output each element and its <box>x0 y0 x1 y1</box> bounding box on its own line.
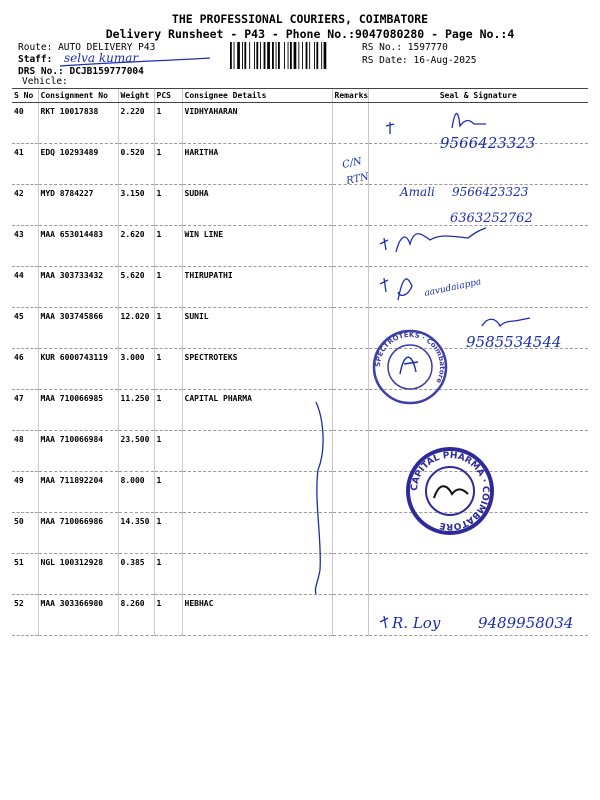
signature-cell <box>368 185 588 226</box>
route-line <box>18 42 155 53</box>
pcs-cell: 1 <box>154 267 182 308</box>
vehicle-label: Vehicle: <box>22 76 68 87</box>
signature-cell <box>368 103 588 144</box>
signature-42-phone: 9566423323 <box>452 185 529 199</box>
sno-cell: 44 <box>12 267 38 308</box>
weight-cell: 0.385 <box>118 554 154 595</box>
pcs-cell: 1 <box>154 144 182 185</box>
consignment-no-cell: KUR 6000743119 <box>38 349 118 390</box>
weight-cell: 11.250 <box>118 390 154 431</box>
signature-cell <box>368 431 588 472</box>
consignment-no-cell: MAA 303733432 <box>38 267 118 308</box>
signature-42-name: Amali <box>400 185 435 199</box>
runsheet-subtitle: Delivery Runsheet - P43 - Phone No.:9047080280 - Page No.:4 <box>105 27 515 41</box>
route-label: Route: <box>18 42 53 53</box>
pcs-cell: 1 <box>154 390 182 431</box>
vehicle-line <box>22 76 68 87</box>
consignment-no-cell: EDQ 10293489 <box>38 144 118 185</box>
pcs-cell: 1 <box>154 472 182 513</box>
consignment-no-cell: MAA 653014483 <box>38 226 118 267</box>
consignee-cell: THIRUPATHI <box>182 267 332 308</box>
signature-cell <box>368 390 588 431</box>
runsheet-table <box>12 88 588 636</box>
pcs-cell: 1 <box>154 431 182 472</box>
consignee-cell: HEBHAC <box>182 595 332 636</box>
signature-cell <box>368 595 588 636</box>
table-row <box>12 554 588 595</box>
consignment-no-cell: RKT 10017838 <box>38 103 118 144</box>
sno-cell: 40 <box>12 103 38 144</box>
barcode <box>230 42 355 69</box>
pcs-cell: 1 <box>154 513 182 554</box>
table-row <box>12 349 588 390</box>
weight-cell: 2.220 <box>118 103 154 144</box>
staff-line <box>18 54 52 65</box>
signature-cell <box>368 144 588 185</box>
consignment-no-cell: MAA 710066986 <box>38 513 118 554</box>
pcs-cell: 1 <box>154 185 182 226</box>
signature-52-name: R. Loy <box>392 614 441 632</box>
weight-cell: 2.620 <box>118 226 154 267</box>
consignment-no-cell: MAA 711892204 <box>38 472 118 513</box>
remarks-cell <box>332 390 368 431</box>
signature-52-phone: 9489958034 <box>478 614 574 632</box>
consignee-cell: HARITHA <box>182 144 332 185</box>
consignment-no-cell: MYD 8784227 <box>38 185 118 226</box>
col-header-consignee: Consignee Details <box>182 89 332 103</box>
remarks-cell <box>332 308 368 349</box>
consignee-cell: SUNIL <box>182 308 332 349</box>
signature-cell <box>368 226 588 267</box>
remarks-cell <box>332 513 368 554</box>
signature-cell <box>368 308 588 349</box>
remarks-cell <box>332 226 368 267</box>
remarks-cell <box>332 431 368 472</box>
signature-45-phone: 9585534544 <box>466 333 562 351</box>
consignee-cell: VIDHYAHARAN <box>182 103 332 144</box>
weight-cell: 3.150 <box>118 185 154 226</box>
weight-cell: 5.620 <box>118 267 154 308</box>
col-header-consignment: Consignment No <box>38 89 118 103</box>
weight-cell: 3.000 <box>118 349 154 390</box>
stamp-capital-pharma-text: CAPITAL PHARMA · COIMBATORE <box>409 450 491 532</box>
remarks-cell <box>332 267 368 308</box>
col-header-sno: S No <box>12 89 38 103</box>
pcs-cell: 1 <box>154 308 182 349</box>
rs-no-value: 1597770 <box>407 42 448 53</box>
table-row <box>12 472 588 513</box>
signature-40-phone: 9566423323 <box>440 134 536 152</box>
sno-cell: 49 <box>12 472 38 513</box>
remarks-cell <box>332 185 368 226</box>
consignee-cell <box>182 472 332 513</box>
remarks-cell <box>332 554 368 595</box>
signature-cell <box>368 513 588 554</box>
sno-cell: 46 <box>12 349 38 390</box>
consignee-cell <box>182 513 332 554</box>
table-row <box>12 390 588 431</box>
route-value: AUTO DELIVERY P43 <box>58 42 156 53</box>
table-row <box>12 103 588 144</box>
sno-cell: 52 <box>12 595 38 636</box>
drs-label: DRS No.: <box>18 66 64 77</box>
consignee-cell: SPECTROTEKS <box>182 349 332 390</box>
weight-cell: 0.520 <box>118 144 154 185</box>
stamp-spectroteks-text: SPECTROTEKS · Coimbatore <box>373 330 447 385</box>
table-row <box>12 513 588 554</box>
col-header-signature: Seal & Signature <box>368 89 588 103</box>
sno-cell: 47 <box>12 390 38 431</box>
consignee-cell <box>182 554 332 595</box>
remark-cn: C/N <box>341 156 363 171</box>
signature-44-text: aavudaiappa <box>423 277 483 299</box>
pcs-cell: 1 <box>154 226 182 267</box>
sno-cell: 50 <box>12 513 38 554</box>
table-row <box>12 226 588 267</box>
sno-cell: 41 <box>12 144 38 185</box>
rs-no-label: RS No.: <box>362 42 403 53</box>
consignee-cell: WIN LINE <box>182 226 332 267</box>
sno-cell: 51 <box>12 554 38 595</box>
consignment-no-cell: MAA 710066985 <box>38 390 118 431</box>
remark-rtn: RTN <box>345 171 370 187</box>
table-row <box>12 185 588 226</box>
signature-cell <box>368 267 588 308</box>
rs-date-line <box>362 55 476 66</box>
drs-value: DCJB159777004 <box>69 66 144 77</box>
weight-cell: 12.020 <box>118 308 154 349</box>
signature-42-phone2: 6363252762 <box>450 211 533 226</box>
consignee-cell <box>182 431 332 472</box>
pcs-cell: 1 <box>154 349 182 390</box>
remarks-cell <box>332 595 368 636</box>
staff-underline-stroke <box>60 58 210 66</box>
rs-date-label: RS Date: <box>362 55 408 66</box>
signature-cell <box>368 554 588 595</box>
weight-cell: 8.260 <box>118 595 154 636</box>
consignment-no-cell: NGL 100312928 <box>38 554 118 595</box>
pcs-cell: 1 <box>154 554 182 595</box>
rs-date-value: 16-Aug-2025 <box>413 55 477 66</box>
remarks-cell <box>332 103 368 144</box>
pcs-cell: 1 <box>154 595 182 636</box>
consignment-no-cell: MAA 303745866 <box>38 308 118 349</box>
table-row <box>12 595 588 636</box>
weight-cell: 8.000 <box>118 472 154 513</box>
remarks-cell <box>332 349 368 390</box>
remarks-cell <box>332 472 368 513</box>
table-row <box>12 431 588 472</box>
rs-no-line <box>362 42 448 53</box>
consignment-no-cell: MAA 710066984 <box>38 431 118 472</box>
sno-cell: 43 <box>12 226 38 267</box>
table-row <box>12 308 588 349</box>
signature-cell <box>368 472 588 513</box>
table-row <box>12 144 588 185</box>
col-header-weight: Weight <box>118 89 154 103</box>
consignee-cell: SUDHA <box>182 185 332 226</box>
table-header-row <box>12 89 588 103</box>
col-header-pcs: PCS <box>154 89 182 103</box>
weight-cell: 14.350 <box>118 513 154 554</box>
sno-cell: 42 <box>12 185 38 226</box>
consignment-no-cell: MAA 303366980 <box>38 595 118 636</box>
col-header-remarks: Remarks <box>332 89 368 103</box>
weight-cell: 23.500 <box>118 431 154 472</box>
sno-cell: 45 <box>12 308 38 349</box>
staff-label: Staff: <box>18 54 53 65</box>
staff-handwritten-name: selva kumar <box>64 51 139 65</box>
document-title: THE PROFESSIONAL COURIERS, COIMBATORE <box>171 12 429 26</box>
sno-cell: 48 <box>12 431 38 472</box>
remarks-cell <box>332 144 368 185</box>
pcs-cell: 1 <box>154 103 182 144</box>
consignee-cell: CAPITAL PHARMA <box>182 390 332 431</box>
signature-cell <box>368 349 588 390</box>
table-row <box>12 267 588 308</box>
